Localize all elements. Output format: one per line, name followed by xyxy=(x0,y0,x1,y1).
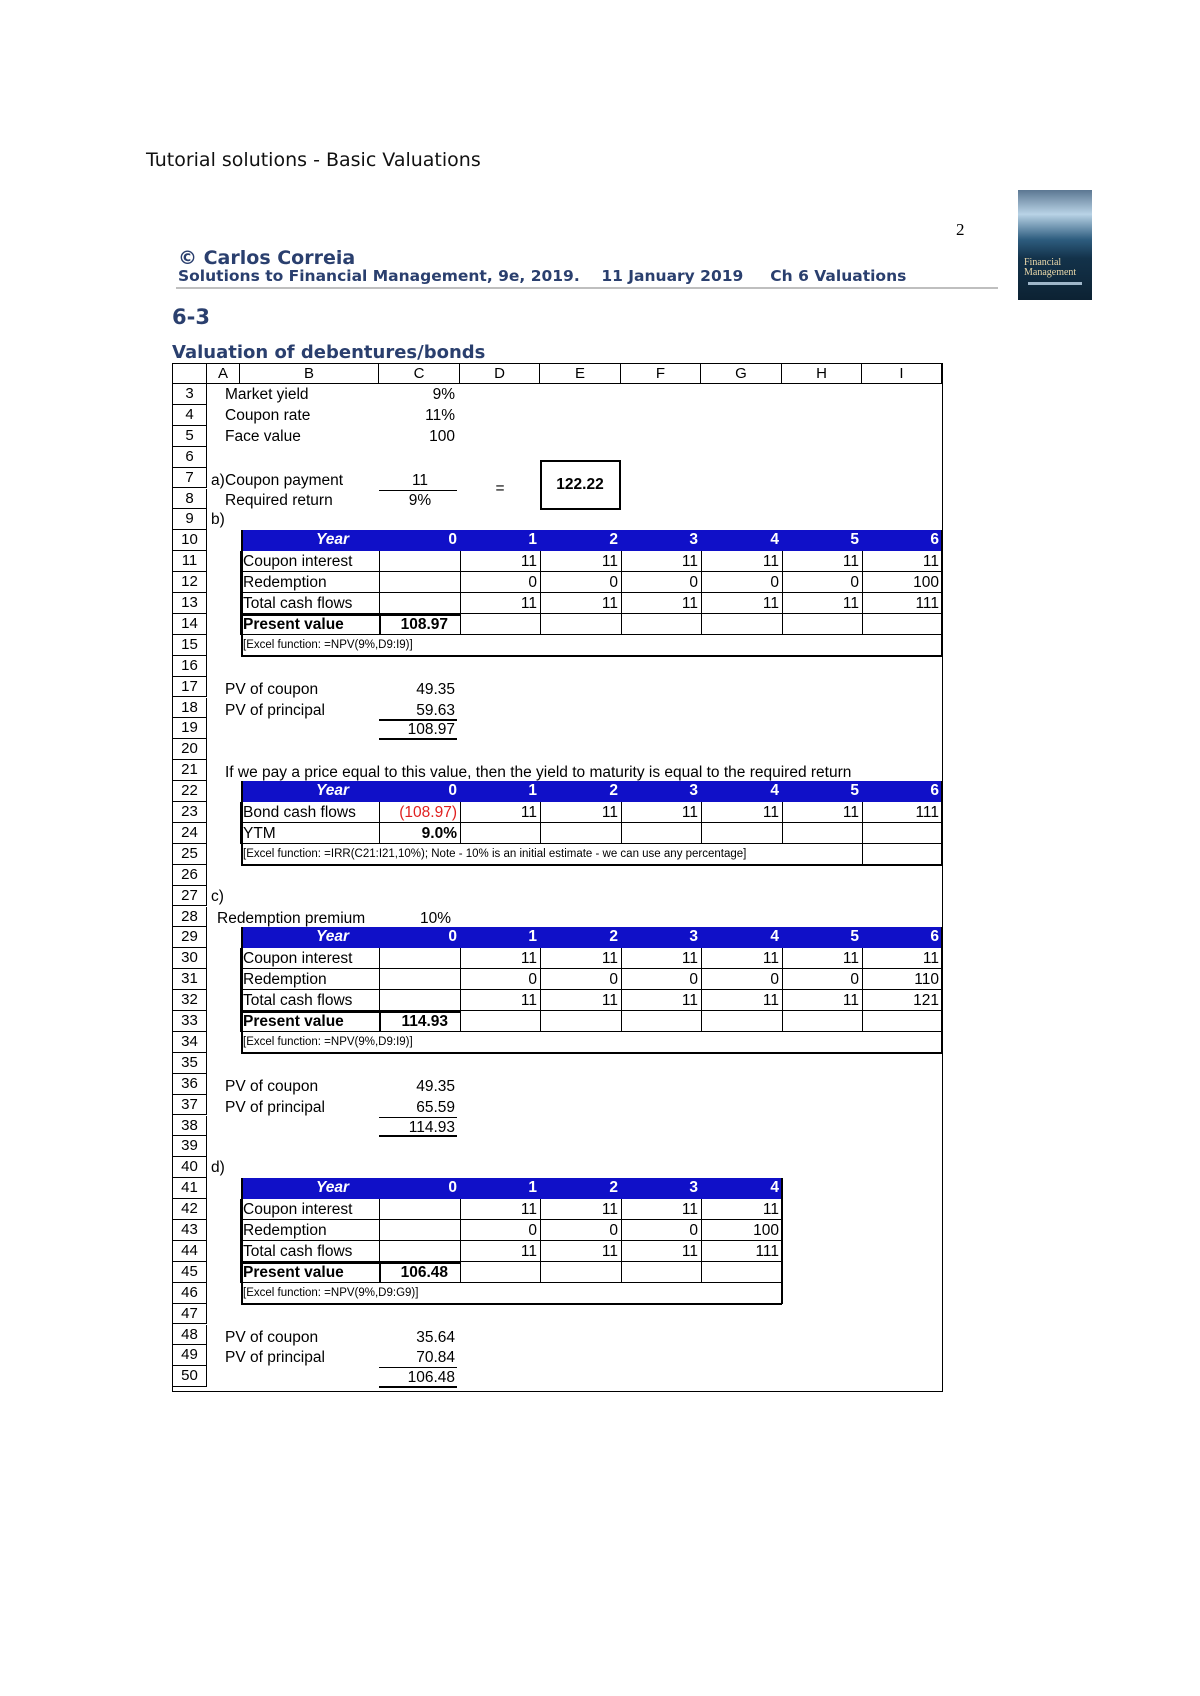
part-d-cell: 11 xyxy=(681,1201,698,1219)
bond-cf-cell: 11 xyxy=(520,804,537,821)
part-d-table-right xyxy=(781,1178,783,1303)
part-d-cell: 0 xyxy=(689,1222,698,1239)
row-header-21[interactable]: 21 xyxy=(173,760,207,781)
part-b-table-left xyxy=(241,530,243,655)
part-d-pv-total: 106.48 xyxy=(407,1369,455,1387)
ytm-excel-note: [Excel function: =IRR(C21:I21,10%); Note - 10% is an initial estimate - we can use any percentage] xyxy=(243,847,747,860)
part-b-row-line xyxy=(241,571,942,572)
coupon-payment-value: 11 xyxy=(411,471,429,489)
ytm-col-line xyxy=(460,802,461,844)
bond-cf-cell: 11 xyxy=(842,804,859,821)
ytm-note-bottom xyxy=(241,864,942,866)
part-b-year-5: 5 xyxy=(850,531,859,549)
part-b-year-4: 4 xyxy=(770,531,779,549)
part-c-col-line xyxy=(782,948,783,1011)
ytm-year-5: 5 xyxy=(850,782,859,800)
part-b-pv-label: Present value xyxy=(243,615,344,633)
row-header-36[interactable]: 36 xyxy=(173,1074,207,1095)
part-c-cell: 11 xyxy=(762,992,779,1010)
part-b-pv-principal: 59.63 xyxy=(416,701,455,719)
ytm-year-3: 3 xyxy=(689,782,698,800)
part-c-year-label: Year xyxy=(315,928,349,946)
part-b-pv-principal-label: PV of principal xyxy=(225,701,325,719)
column-header-D[interactable]: D xyxy=(460,364,540,384)
row-header-19[interactable]: 19 xyxy=(173,718,207,739)
row-header-44[interactable]: 44 xyxy=(173,1241,207,1262)
row-header-48[interactable]: 48 xyxy=(173,1325,207,1346)
part-c-pv-bottom xyxy=(241,1031,942,1033)
spreadsheet xyxy=(172,363,943,1392)
part-b-pv-col-line xyxy=(460,614,461,635)
bond-cf-cell: 11 xyxy=(681,804,698,821)
row-header-50[interactable]: 50 xyxy=(173,1366,207,1387)
row-header-37[interactable]: 37 xyxy=(173,1095,207,1116)
part-b-sum-line-top xyxy=(379,719,457,720)
part-d-row-label: Coupon interest xyxy=(243,1201,353,1219)
ytm-col-line xyxy=(701,802,702,844)
part-d-excel-note: [Excel function: =NPV(9%,D9:G9)] xyxy=(243,1286,419,1299)
part-b-cell: 11 xyxy=(842,595,859,612)
part-a-result: 122.22 xyxy=(556,475,604,493)
column-header-H[interactable]: H xyxy=(782,364,862,384)
part-c-pv-label: Present value xyxy=(243,1013,344,1030)
part-d-cell: 11 xyxy=(762,1201,779,1219)
part-c-year-4: 4 xyxy=(770,928,779,946)
row-header-39[interactable]: 39 xyxy=(173,1136,207,1157)
part-b-cell: 11 xyxy=(520,595,537,612)
part-b-col-line xyxy=(862,551,863,614)
part-c-cell: 0 xyxy=(609,971,618,989)
row-header-8[interactable]: 8 xyxy=(173,489,207,510)
required-return-value: 9% xyxy=(408,491,432,509)
part-b-year-header xyxy=(241,530,942,551)
part-c-cell: 11 xyxy=(601,950,618,968)
part-d-pv-value: 106.48 xyxy=(400,1263,448,1281)
part-c-cell: 11 xyxy=(842,950,859,968)
row-header-11[interactable]: 11 xyxy=(173,551,207,572)
row-header-9[interactable]: 9 xyxy=(173,509,207,530)
part-d-cell: 0 xyxy=(609,1222,618,1239)
market-yield-value: 9% xyxy=(432,386,455,403)
coupon-payment-label: Coupon payment xyxy=(225,471,344,489)
row-header-14[interactable]: 14 xyxy=(173,614,207,635)
part-b-year-2: 2 xyxy=(609,531,618,549)
bond-cf-label: Bond cash flows xyxy=(243,804,356,821)
part-a-label: a) xyxy=(211,471,225,489)
part-b-cell: 11 xyxy=(520,553,537,571)
part-d-col-line xyxy=(460,1199,461,1262)
part-b-cell: 0 xyxy=(609,574,618,592)
part-d-pv-top xyxy=(241,1262,460,1264)
part-b-year-label: Year xyxy=(315,531,349,549)
part-c-table-right xyxy=(941,927,943,1052)
equals-sign: = xyxy=(495,479,505,497)
row-header-30[interactable]: 30 xyxy=(173,948,207,969)
part-c-pv-principal: 65.59 xyxy=(416,1098,455,1116)
part-d-note-bottom xyxy=(241,1303,782,1305)
part-d-pv-col-line xyxy=(540,1262,541,1283)
part-d-pv-col-line xyxy=(460,1262,461,1283)
row-header-34[interactable]: 34 xyxy=(173,1032,207,1053)
part-c-excel-note: [Excel function: =NPV(9%,D9:I9)] xyxy=(243,1035,413,1048)
part-c-year-5: 5 xyxy=(850,928,859,946)
part-c-table-left xyxy=(241,927,243,1052)
part-b-row-label: Coupon interest xyxy=(243,553,353,571)
part-c-cell: 11 xyxy=(681,950,698,968)
part-b-row-label: Total cash flows xyxy=(243,595,353,612)
part-c-year-1: 1 xyxy=(528,928,537,946)
row-header-22[interactable]: 22 xyxy=(173,781,207,802)
market-yield-label: Market yield xyxy=(225,386,309,403)
ytm-row-line xyxy=(241,843,942,845)
part-b-cell: 11 xyxy=(922,553,939,571)
part-d-sum-line-top xyxy=(379,1367,457,1368)
part-b-table-right xyxy=(941,530,943,655)
face-value-label: Face value xyxy=(225,427,301,445)
part-d-row-label: Redemption xyxy=(243,1222,327,1239)
column-header-C[interactable]: C xyxy=(379,364,460,384)
row-header-13[interactable]: 13 xyxy=(173,593,207,614)
row-header-43[interactable]: 43 xyxy=(173,1220,207,1241)
part-d-year-2: 2 xyxy=(609,1179,618,1197)
ytm-col-line xyxy=(862,802,863,844)
part-b-cell: 11 xyxy=(601,553,618,571)
part-d-year-label: Year xyxy=(315,1179,349,1197)
part-c-year-6: 6 xyxy=(930,928,939,946)
part-d-cell: 11 xyxy=(601,1201,618,1219)
part-d-cell: 11 xyxy=(681,1242,698,1260)
row-header-45[interactable]: 45 xyxy=(173,1262,207,1283)
part-d-year-0: 0 xyxy=(448,1179,457,1197)
part-c-pv-top xyxy=(241,1011,460,1013)
part-b-row-label: Redemption xyxy=(243,574,327,592)
row-header-17[interactable]: 17 xyxy=(173,677,207,698)
part-b-pv-value: 108.97 xyxy=(400,615,448,633)
part-d-pv-label: Present value xyxy=(243,1263,344,1281)
row-header-42[interactable]: 42 xyxy=(173,1199,207,1220)
row-header-4[interactable]: 4 xyxy=(173,405,207,426)
part-c-col-line xyxy=(621,948,622,1011)
ytm-label: YTM xyxy=(243,824,276,842)
part-b-label: b) xyxy=(211,511,225,529)
part-c-year-2: 2 xyxy=(609,928,618,946)
part-d-cell: 11 xyxy=(520,1242,537,1260)
book-cover-stripe xyxy=(1028,282,1082,285)
column-header-F[interactable]: F xyxy=(621,364,701,384)
part-d-cell: 0 xyxy=(528,1222,537,1239)
ytm-note-right xyxy=(941,781,943,865)
row-header-7[interactable]: 7 xyxy=(173,468,207,489)
part-b-cell: 100 xyxy=(913,574,939,592)
part-c-row-label: Redemption xyxy=(243,971,327,989)
bond-cf-cell: 111 xyxy=(915,804,939,821)
part-d-col-line xyxy=(701,1199,702,1262)
part-d-sum-line-bottom xyxy=(379,1386,457,1388)
part-b-pv-col-line xyxy=(621,614,622,635)
row-header-49[interactable]: 49 xyxy=(173,1345,207,1366)
part-d-pv-coupon: 35.64 xyxy=(416,1328,455,1346)
subtitle-line: Solutions to Financial Management, 9e, 2019. 11 January 2019 Ch 6 Valuations xyxy=(178,267,907,285)
part-c-cell: 0 xyxy=(689,971,698,989)
premium-label: Redemption premium xyxy=(217,909,366,927)
part-d-year-4: 4 xyxy=(770,1179,779,1197)
column-header-A[interactable]: A xyxy=(207,364,240,384)
part-c-cell: 11 xyxy=(520,950,537,968)
ytm-year-1: 1 xyxy=(528,782,537,800)
part-b-year-3: 3 xyxy=(689,531,698,549)
part-c-pv-value: 114.93 xyxy=(401,1013,448,1030)
part-c-col-line xyxy=(862,948,863,1011)
part-b-cell: 0 xyxy=(689,574,698,592)
part-b-pv-top xyxy=(241,614,460,616)
ytm-col-line xyxy=(540,802,541,844)
part-d-cell: 11 xyxy=(601,1242,618,1260)
part-b-cell: 11 xyxy=(842,553,859,571)
bond-cf-cell: 11 xyxy=(762,804,779,821)
part-b-col-line xyxy=(460,551,461,614)
row-header-41[interactable]: 41 xyxy=(173,1178,207,1199)
part-b-note-bottom xyxy=(241,655,942,657)
part-b-col-line xyxy=(540,551,541,614)
part-c-cell: 0 xyxy=(528,971,537,989)
column-header-I[interactable]: I xyxy=(862,364,942,384)
part-c-col-line xyxy=(379,948,380,1011)
part-d-table-left xyxy=(241,1178,243,1303)
part-b-col-line xyxy=(782,551,783,614)
row-header-16[interactable]: 16 xyxy=(173,656,207,677)
part-c-pv-coupon: 49.35 xyxy=(416,1077,455,1095)
ytm-year-4: 4 xyxy=(770,782,779,800)
part-c-pv-col-line xyxy=(540,1011,541,1032)
part-d-label: d) xyxy=(211,1159,225,1177)
header-divider xyxy=(176,287,998,289)
book-cover-title: Financial Management xyxy=(1024,257,1077,278)
part-b-pv-coupon-label: PV of coupon xyxy=(225,680,319,698)
row-header-15[interactable]: 15 xyxy=(173,635,207,656)
part-b-cell: 0 xyxy=(850,574,859,592)
part-b-sum-line-bottom xyxy=(379,738,457,740)
ytm-year-2: 2 xyxy=(609,782,618,800)
ytm-col-line xyxy=(621,802,622,844)
row-header-28[interactable]: 28 xyxy=(173,907,207,928)
row-header-31[interactable]: 31 xyxy=(173,969,207,990)
part-d-pv-principal-label: PV of principal xyxy=(225,1349,325,1367)
part-b-cell: 11 xyxy=(601,595,618,612)
part-c-row-line xyxy=(241,968,942,969)
part-d-col-line xyxy=(379,1199,380,1262)
part-b-year-0: 0 xyxy=(448,531,457,549)
part-c-sum-line-top xyxy=(379,1117,457,1118)
required-return-label: Required return xyxy=(225,491,333,509)
part-b-pv-bottom xyxy=(241,634,942,636)
part-b-col-line xyxy=(621,551,622,614)
part-c-row-label: Total cash flows xyxy=(243,992,353,1010)
part-b-cell: 11 xyxy=(762,553,779,571)
part-b-pv-col-line xyxy=(379,614,381,635)
part-d-pv-col-line xyxy=(701,1262,702,1283)
part-b-cell: 11 xyxy=(681,553,698,571)
part-c-year-header xyxy=(241,927,942,948)
row-header-38[interactable]: 38 xyxy=(173,1116,207,1137)
part-c-cell: 11 xyxy=(601,992,618,1010)
book-cover-image xyxy=(1018,190,1092,300)
part-d-pv-principal: 70.84 xyxy=(416,1349,455,1367)
row-header-12[interactable]: 12 xyxy=(173,572,207,593)
part-d-col-line xyxy=(540,1199,541,1262)
row-header-18[interactable]: 18 xyxy=(173,698,207,719)
ytm-value: 9.0% xyxy=(421,824,457,842)
part-c-cell: 11 xyxy=(681,992,698,1010)
sheet-corner xyxy=(173,364,207,384)
row-header-10[interactable]: 10 xyxy=(173,530,207,551)
part-c-col-line xyxy=(460,948,461,1011)
part-b-cell: 111 xyxy=(915,595,939,612)
part-b-pv-col-line xyxy=(862,614,863,635)
part-c-label: c) xyxy=(211,887,224,905)
part-b-col-line xyxy=(701,551,702,614)
part-c-cell: 110 xyxy=(914,971,939,989)
part-c-pv-col-line xyxy=(460,1011,461,1032)
row-header-5[interactable]: 5 xyxy=(173,426,207,447)
part-d-pv-bottom xyxy=(241,1282,782,1284)
part-c-year-0: 0 xyxy=(448,928,457,946)
part-c-pv-col-line xyxy=(782,1011,783,1032)
part-c-pv-col-line xyxy=(379,1011,381,1032)
sheet-title: Valuation of debentures/bonds xyxy=(172,342,486,363)
part-d-col-line xyxy=(621,1199,622,1262)
row-header-47[interactable]: 47 xyxy=(173,1304,207,1325)
part-c-cell: 0 xyxy=(850,971,859,989)
part-d-cell: 11 xyxy=(520,1201,537,1219)
part-c-row-line xyxy=(241,989,942,990)
part-b-excel-note: [Excel function: =NPV(9%,D9:I9)] xyxy=(243,638,413,651)
row-header-29[interactable]: 29 xyxy=(173,927,207,948)
part-c-pv-col-line xyxy=(862,1011,863,1032)
column-header-G[interactable]: G xyxy=(701,364,782,384)
part-d-pv-col-line xyxy=(379,1262,381,1283)
column-header-E[interactable]: E xyxy=(540,364,621,384)
part-c-cell: 0 xyxy=(770,971,779,989)
row-header-25[interactable]: 25 xyxy=(173,844,207,865)
part-b-cell: 11 xyxy=(681,595,698,612)
row-header-35[interactable]: 35 xyxy=(173,1053,207,1074)
part-b-pv-coupon: 49.35 xyxy=(416,680,455,698)
part-c-col-line xyxy=(540,948,541,1011)
row-header-46[interactable]: 46 xyxy=(173,1283,207,1304)
part-c-pv-col-line xyxy=(621,1011,622,1032)
part-b-cell: 0 xyxy=(528,574,537,592)
ytm-year-header xyxy=(241,781,942,802)
part-d-cell: 100 xyxy=(753,1222,779,1239)
ytm-row-line xyxy=(241,822,942,823)
part-b-col-line xyxy=(379,551,380,614)
part-c-pv-total: 114.93 xyxy=(408,1118,455,1136)
row-header-40[interactable]: 40 xyxy=(173,1157,207,1178)
part-d-row-label: Total cash flows xyxy=(243,1242,353,1260)
part-c-note-bottom xyxy=(241,1052,942,1054)
part-d-cell: 111 xyxy=(755,1242,779,1260)
column-header-B[interactable]: B xyxy=(240,364,379,384)
part-c-year-3: 3 xyxy=(689,928,698,946)
premium-value: 10% xyxy=(419,909,451,927)
part-b-pv-total: 108.97 xyxy=(407,721,455,739)
part-d-year-1: 1 xyxy=(528,1179,537,1197)
part-b-year-1: 1 xyxy=(528,531,537,549)
ytm-note-divider xyxy=(862,844,863,865)
ytm-year-label: Year xyxy=(315,782,349,800)
bond-cf-cell: 11 xyxy=(601,804,618,821)
ytm-sentence: If we pay a price equal to this value, then the yield to maturity is equal to the required return xyxy=(225,764,852,782)
row-header-23[interactable]: 23 xyxy=(173,802,207,823)
part-c-row-label: Coupon interest xyxy=(243,950,353,968)
part-c-pv-col-line xyxy=(701,1011,702,1032)
row-header-6[interactable]: 6 xyxy=(173,447,207,468)
part-b-pv-col-line xyxy=(540,614,541,635)
ytm-col-line xyxy=(379,802,380,844)
part-d-year-header xyxy=(241,1178,782,1199)
row-header-32[interactable]: 32 xyxy=(173,990,207,1011)
part-b-cell: 11 xyxy=(762,595,779,612)
face-value-value: 100 xyxy=(429,427,455,445)
part-c-pv-principal-label: PV of principal xyxy=(225,1098,325,1116)
row-header-24[interactable]: 24 xyxy=(173,823,207,844)
row-header-20[interactable]: 20 xyxy=(173,739,207,760)
part-d-year-3: 3 xyxy=(689,1179,698,1197)
part-c-cell: 121 xyxy=(913,992,939,1010)
part-d-pv-col-line xyxy=(621,1262,622,1283)
part-c-pv-coupon-label: PV of coupon xyxy=(225,1077,319,1095)
problem-number: 6-3 xyxy=(172,305,210,329)
part-d-pv-coupon-label: PV of coupon xyxy=(225,1328,319,1346)
bond-cf-cell: (108.97) xyxy=(399,804,457,821)
part-c-cell: 11 xyxy=(842,992,859,1010)
coupon-rate-value: 11% xyxy=(425,406,455,424)
row-header-33[interactable]: 33 xyxy=(173,1011,207,1032)
document-title: Tutorial solutions - Basic Valuations xyxy=(146,149,481,171)
part-b-year-6: 6 xyxy=(930,531,939,549)
part-b-row-line xyxy=(241,592,942,593)
ytm-year-6: 6 xyxy=(930,782,939,800)
row-header-26[interactable]: 26 xyxy=(173,865,207,886)
part-c-cell: 11 xyxy=(762,950,779,968)
ytm-col-line xyxy=(782,802,783,844)
ytm-year-0: 0 xyxy=(448,782,457,800)
part-b-cell: 0 xyxy=(770,574,779,592)
row-header-3[interactable]: 3 xyxy=(173,384,207,405)
row-header-27[interactable]: 27 xyxy=(173,886,207,907)
part-c-cell: 11 xyxy=(922,950,939,968)
page-number: 2 xyxy=(956,220,965,239)
part-b-pv-col-line xyxy=(782,614,783,635)
part-b-pv-col-line xyxy=(701,614,702,635)
part-c-cell: 11 xyxy=(520,992,537,1010)
author-line: © Carlos Correia xyxy=(178,247,356,269)
ytm-table-left xyxy=(241,781,243,865)
part-c-col-line xyxy=(701,948,702,1011)
coupon-rate-label: Coupon rate xyxy=(225,406,311,424)
part-c-sum-line-bottom xyxy=(379,1135,457,1137)
